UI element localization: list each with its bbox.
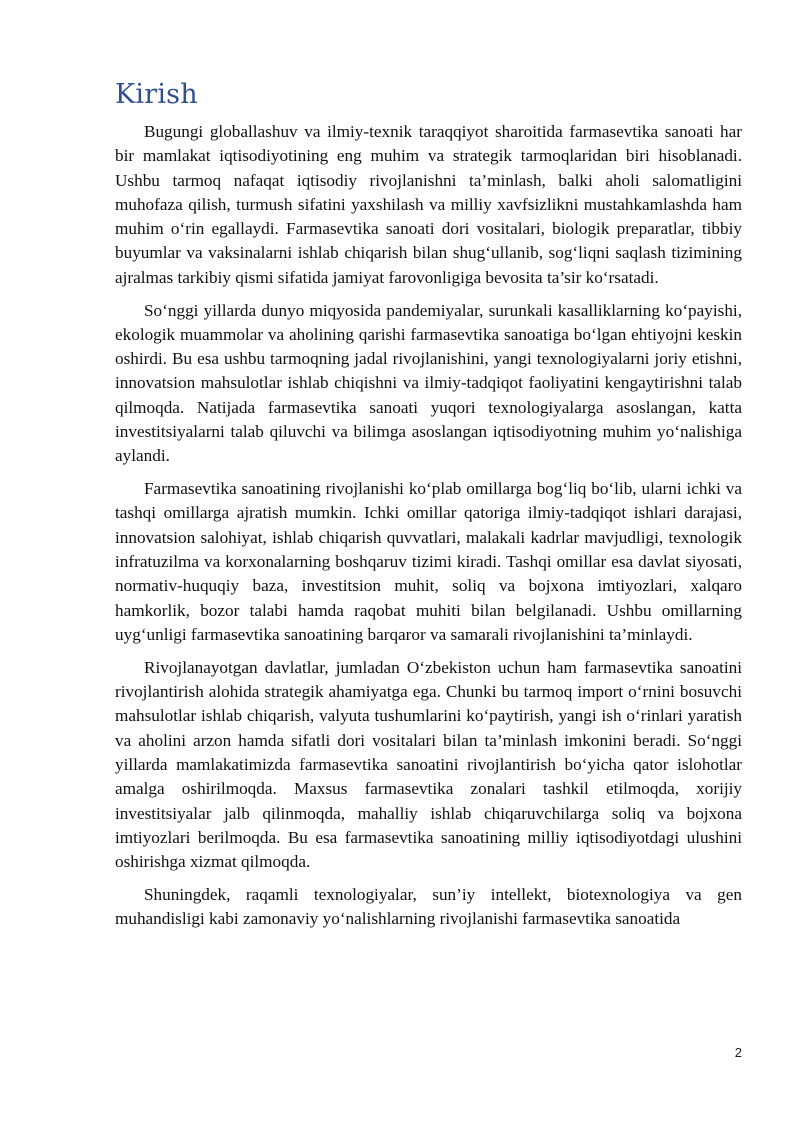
section-heading: Kirish: [115, 79, 198, 110]
paragraph-4: Rivojlanayotgan davlatlar, jumladan O‘zbekiston uchun ham farmasevtika sanoatini rivojlantirish alohida strategik ahamiyatga ega. Chunki bu tarmoq import o‘rnini bosuvchi mahsulotlar ishlab chiqarish, valyuta tushumlarini ko‘paytirish, yangi ish o‘rinlari yaratish va aholini arzon hamda sifatli dori vositalari bilan ta’minlash imkonini beradi. So‘nggi yillarda mamlakatimizda farmasevtika sanoatini rivojlantirish bo‘yicha qator islohotlar amalga oshirilmoqda. Maxsus farmasevtika zonalari tashkil etilmoqda, xorijiy investitsiyalar jalb qilinmoqda, mahalliy ishlab chiqaruvchilarga soliq va bojxona imtiyozlari berilmoqda. Bu esa farmasevtika sanoatining milliy iqtisodiyotdagi ulushini oshirishga xizmat qilmoqda.: [115, 657, 742, 872]
paragraph-1: Bugungi globallashuv va ilmiy-texnik taraqqiyot sharoitida farmasevtika sanoati har bir mamlakat iqtisodiyotining eng muhim va strategik tarmoqlaridan biri hisoblanadi. Ushbu tarmoq nafaqat iqtisodiy rivojlanishni ta’minlash, balki aholi salomatligini muhofaza qilish, turmush sifatini yaxshilash va milliy xavfsizlikni mustahkamlashda ham muhim o‘rin egallaydi. Farmasevtika sanoati dori vositalari, biologik preparatlar, tibbiy buyumlar va vaksinalarni ishlab chiqarish bilan shug‘ullanib, sog‘liqni saqlash tizimining ajralmas tarkibiy qismi sifatida jamiyat farovonligiga bevosita ta’sir ko‘rsatadi.: [115, 122, 742, 287]
paragraph-5: Shuningdek, raqamli texnologiyalar, sun’iy intellekt, biotexnologiya va gen muhandisligi kabi zamonaviy yo‘nalishlarning rivojlanishi farmasevtika sanoatida: [115, 884, 742, 929]
paragraph-3: Farmasevtika sanoatining rivojlanishi ko‘plab omillarga bog‘liq bo‘lib, ularni ichki va tashqi omillarga ajratish mumkin. Ichki omillar qatoriga ilmiy-tadqiqot ishlari darajasi, innovatsion salohiyat, ishlab chiqarish quvvatlari, malakali kadrlar mavjudligi, texnologik infratuzilma va korxonalarning boshqaruv tizimi kiradi. Tashqi omillar esa davlat siyosati, normativ-huquqiy baza, investitsion muhit, soliq va bojxona imtiyozlari, xalqaro hamkorlik, bozor talabi hamda raqobat muhiti bilan belgilanadi. Ushbu omillarning uyg‘unligi farmasevtika sanoatining barqaror va samarali rivojlanishini ta’minlaydi.: [115, 479, 742, 644]
page-number: 2: [734, 1045, 742, 1060]
paragraph-2: So‘nggi yillarda dunyo miqyosida pandemiyalar, surunkali kasalliklarning ko‘payishi, ekologik muammolar va aholining qarishi farmasevtika sanoatiga bo‘lgan ehtiyojni keskin oshirdi. Bu esa ushbu tarmoqning jadal rivojlanishini, yangi texnologiyalarni joriy etishni, innovatsion mahsulotlar ishlab chiqishni va ilmiy-tadqiqot faoliyatini kengaytirishni talab qilmoqda. Natijada farmasevtika sanoati yuqori texnologiyalarga asoslangan, katta investitsiyalarni talab qiluvchi va bilimga asoslangan iqtisodiyotning muhim yo‘nalishiga aylandi.: [115, 300, 742, 466]
